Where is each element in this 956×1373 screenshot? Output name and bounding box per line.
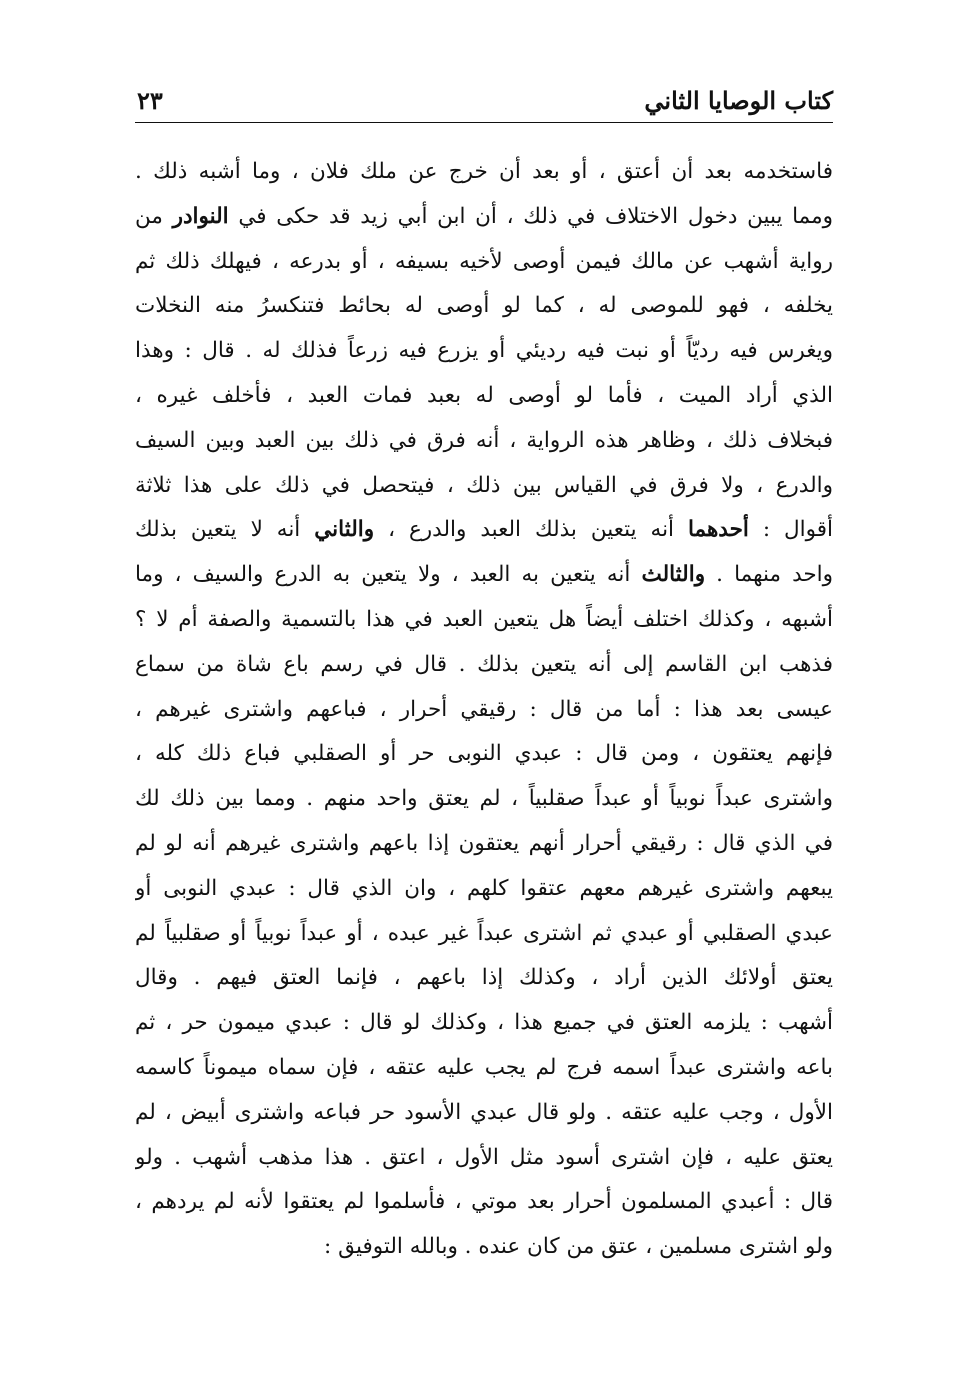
text-line (135, 867, 833, 912)
text-line (135, 240, 833, 285)
text-segment: فبخلاف ذلك ، وظاهر هذه الرواية ، أنه فرق في ذلك بين العبد وبين السيف (135, 427, 833, 453)
text-line (135, 374, 833, 419)
text-line (135, 1091, 833, 1136)
text-line (135, 1136, 833, 1181)
text-segment: أنه يتعين به العبد ، ولا يتعين به الدرع والسيف ، وما (135, 562, 642, 588)
text-segment: يبعهم واشترى غيرهم معهم عتقوا كلهم ، وان الذي قال : عبدي النوبى أو (135, 875, 833, 901)
bold-term: والثاني (314, 517, 375, 543)
text-segment: الذي أراد الميت ، فأما لو أوصى له بعبد فمات العبد ، فأخلف غيره ، (135, 382, 833, 408)
text-segment: في الذي قال : رقيقي أحرار أنهم يعتقون إذا باعهم واشترى غيرهم أنه لو لم (135, 830, 833, 856)
text-segment: ومما يبين دخول الاختلاف في ذلك ، أن ابن أبي زيد قد حكى في (228, 203, 833, 229)
text-segment: قال : أعبدي المسلمون أحرار بعد موتي ، فأسلموا لم يعتقوا لأنه لم يردهم ، (135, 1189, 833, 1215)
text-line (135, 688, 833, 733)
text-segment: والدرع ، ولا فرق في القياس بين ذلك ، فيتحصل في ذلك على هذا ثلاثة (135, 472, 833, 498)
text-segment: فإنهم يعتقون ، ومن قال : عبدي النوبى حر أو الصقلبي فباع ذلك كله ، (135, 741, 833, 767)
text-segment: الأول ، وجب عليه عتقه . ولو قال عبدي الأسود حر فباعه واشترى أبيض ، لم (135, 1099, 833, 1125)
text-line (135, 956, 833, 1001)
text-line (135, 284, 833, 329)
text-line (135, 419, 833, 464)
text-line (135, 1225, 833, 1270)
text-segment: من (135, 203, 173, 229)
text-line (135, 1001, 833, 1046)
text-line (135, 822, 833, 867)
text-segment: رواية أشهب عن مالك فيمن أوصى لأخيه بسيفه ، أو بدرعه ، فيهلك ذلك ثم (135, 248, 833, 274)
text-segment: باعه واشترى عبداً اسمه فرج لم يجب عليه عتقه ، فإن سماه ميموناً كاسمه (135, 1054, 833, 1080)
text-segment: واحد منهما . (705, 562, 833, 588)
text-segment: يعتق أولائك الذين أراد ، وكذلك إذا باعهم ، فإنما العتق فيهم . وقال (135, 965, 833, 991)
text-segment: يعتق عليه ، فإن اشترى أسود مثل الأول ، اعتق . هذا مذهب أشهب . ولو (135, 1144, 833, 1170)
text-line (135, 329, 833, 374)
text-line (135, 553, 833, 598)
body-text (135, 150, 833, 1270)
text-segment: ويغرس فيه رديّاً أو نبت فيه رديئي أو يزرع فيه زرعاً فذلك له . قال : وهذا (135, 338, 833, 364)
text-segment: أنه لا يتعين بذلك (135, 517, 315, 543)
text-line (135, 150, 833, 195)
text-line (135, 195, 833, 240)
text-line (135, 598, 833, 643)
text-line (135, 1180, 833, 1225)
text-segment: فذهب ابن القاسم إلى أنه يتعين بذلك . قال في رسم باع شاة من سماع (135, 651, 833, 677)
text-segment: يخلفه ، فهو للموصى له ، كما لو أوصى له بحائط فتنكسرُ منه النخلات (135, 293, 833, 319)
running-title: كتاب الوصايا الثاني (644, 86, 833, 115)
text-line (135, 1046, 833, 1091)
text-segment: أنه يتعين بذلك العبد والدرع ، (374, 517, 688, 543)
page-number: ٢٣ (137, 86, 163, 115)
text-line (135, 912, 833, 957)
text-segment: عيسى بعد هذا : أما من قال : رقيقي أحرار ، فباعهم واشترى غيرهم ، (135, 696, 833, 722)
text-segment: أشبهه ، وكذلك اختلف أيضاً هل يتعين العبد في هذا بالتسمية والصفة أم لا ؟ (135, 606, 833, 632)
text-segment: فاستخدمه بعد أن أعتق ، أو بعد أن خرج عن ملك فلان ، وما أشبه ذلك . (135, 159, 833, 184)
text-segment: أقوال : (748, 517, 833, 543)
bold-term: والثالث (641, 562, 706, 588)
text-line (135, 464, 833, 509)
text-segment: ولو اشترى مسلمين ، عتق من كان عنده . وبالله التوفيق : (324, 1234, 833, 1260)
text-line (135, 777, 833, 822)
text-line (135, 643, 833, 688)
bold-term: أحدهما (687, 517, 749, 543)
bold-term: النوادر (172, 203, 229, 229)
text-segment: واشترى عبداً نوبياً أو عبداً صقلبياً ، لم يعتق واحد منهم . ومما بين ذلك لك (135, 786, 833, 812)
text-segment: أشهب : يلزمه العتق في جميع هذا ، وكذلك لو قال : عبدي ميمون حر ، ثم (135, 1010, 833, 1036)
text-line (135, 732, 833, 777)
text-segment: عبدي الصقلبي أو عبدي ثم اشترى عبداً غير عبده ، أو عبداً نوبياً أو صقلبياً لم (135, 920, 833, 946)
text-line (135, 508, 833, 553)
page-header (135, 82, 833, 123)
